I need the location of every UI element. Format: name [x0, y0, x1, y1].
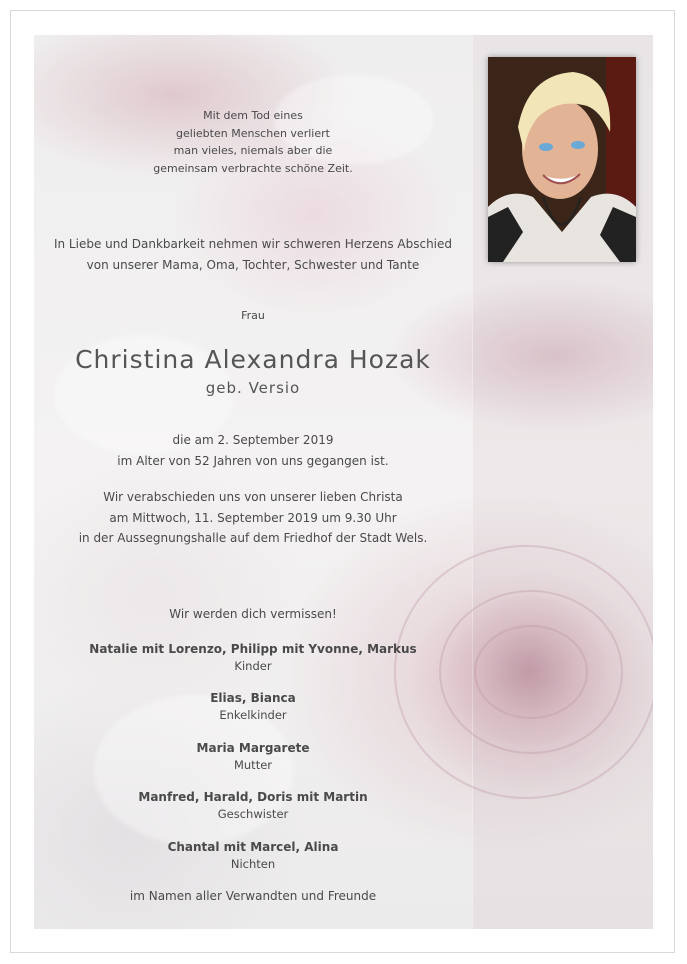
- mourner-group: [34, 690, 472, 723]
- miss-line: Wir werden dich vermissen!: [169, 607, 337, 621]
- mourner-names: Manfred, Harald, Doris mit Martin: [138, 790, 368, 804]
- farewell-line: am Mittwoch, 11. September 2019 um 9.30 Uhr: [109, 510, 397, 525]
- intro-line: In Liebe und Dankbarkeit nehmen wir schweren Herzens Abschied: [53, 237, 453, 251]
- deceased-name: Christina Alexandra Hozak: [75, 345, 431, 374]
- quote-line: geliebten Menschen verliert: [176, 126, 330, 140]
- closing-line: im Namen aller Verwandten und Freunde: [129, 889, 377, 903]
- mourner-names: Maria Margarete: [196, 741, 310, 755]
- farewell-line: in der Aussegnungshalle auf dem Friedhof der Stadt Wels.: [78, 531, 428, 545]
- obituary-card: [34, 35, 653, 929]
- mourner-group: [34, 789, 472, 822]
- intro-line: von unserer Mama, Oma, Tochter, Schwester und Tante: [86, 257, 420, 272]
- mourner-role: Nichten: [230, 857, 276, 871]
- intro-block: [34, 234, 472, 275]
- farewell-block: [34, 487, 472, 549]
- death-line: im Alter von 52 Jahren von uns gegangen ist.: [117, 453, 389, 468]
- salutation: Frau: [241, 309, 265, 322]
- quote-line: gemeinsam verbrachte schöne Zeit.: [153, 161, 353, 175]
- farewell-line: Wir verabschieden uns von unserer lieben Christa: [103, 490, 403, 504]
- death-line: die am 2. September 2019: [172, 433, 334, 447]
- mourner-role: Kinder: [234, 659, 272, 673]
- mourner-names: Elias, Bianca: [210, 691, 296, 705]
- mourner-role: Geschwister: [217, 807, 289, 821]
- portrait-image: [488, 57, 636, 262]
- portrait-photo: [488, 57, 636, 262]
- mourner-names: Chantal mit Marcel, Alina: [167, 840, 339, 854]
- mourner-role: Enkelkinder: [219, 708, 287, 722]
- mourner-role: Mutter: [233, 758, 273, 772]
- quote-block: [34, 107, 472, 177]
- quote-line: man vieles, niemals aber die: [173, 144, 333, 157]
- mourner-group: [34, 740, 472, 773]
- quote-line: Mit dem Tod eines: [203, 109, 303, 122]
- death-block: [34, 430, 472, 471]
- maiden-name: geb. Versio: [205, 379, 301, 397]
- mourner-group: [34, 641, 472, 674]
- mourner-group: [34, 839, 472, 872]
- mourner-names: Natalie mit Lorenzo, Philipp mit Yvonne, Markus: [89, 642, 417, 656]
